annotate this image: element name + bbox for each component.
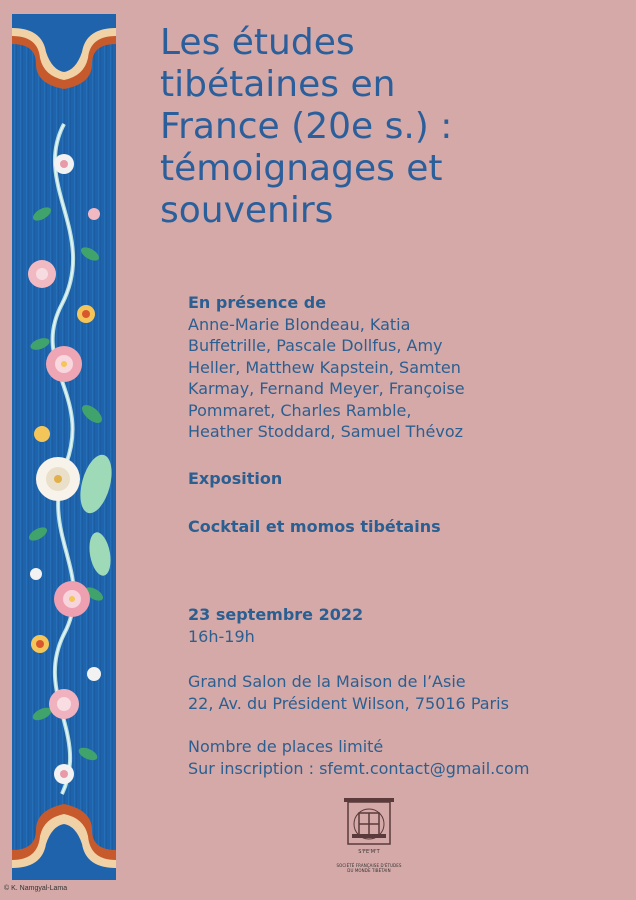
participants-heading: En présence de: [188, 293, 327, 312]
participants-line: Karmay, Fernand Meyer, Françoise: [188, 379, 465, 398]
sfemt-logo: [334, 796, 404, 873]
participants-line: Anne-Marie Blondeau, Katia: [188, 314, 411, 334]
event-title: [160, 22, 630, 232]
photo-credit: © K. Namgyal-Lama: [4, 885, 68, 892]
title-line: France (20e s.) :: [160, 106, 453, 147]
title-line: témoignages et: [160, 148, 443, 189]
date-time-section: [188, 604, 628, 647]
places-limited: Nombre de places limité: [188, 737, 384, 756]
logo-line-1: SOCIÉTÉ FRANÇAISE D'ÉTUDES: [336, 863, 402, 868]
venue-section: [188, 671, 628, 714]
event-date: 23 septembre 2022: [188, 605, 364, 624]
venue-name: Grand Salon de la Maison de l’Asie: [188, 672, 466, 691]
participants-line: Heller, Matthew Kapstein, Samten: [188, 357, 461, 377]
participants-line: Heather Stoddard, Samuel Thévoz: [188, 422, 464, 441]
logo-acronym: S'FE'M'T: [358, 849, 380, 855]
event-time: 16h-19h: [188, 626, 255, 646]
participants-line: Pommaret, Charles Ramble,: [188, 400, 412, 420]
exhibition-label: Exposition: [188, 469, 283, 488]
cocktail-label: Cocktail et momos tibétains: [188, 517, 441, 536]
decorative-painted-panel: [12, 14, 116, 880]
title-line: souvenirs: [160, 190, 334, 231]
venue-address: 22, Av. du Président Wilson, 75016 Paris: [188, 693, 509, 713]
registration-contact: Sur inscription : sfemt.contact@gmail.com: [188, 758, 530, 778]
logo-line-2: DU MONDE TIBÉTAIN: [347, 868, 391, 873]
registration-section: [188, 736, 628, 779]
title-line: tibétaines en: [160, 64, 396, 105]
floral-painting-image: [12, 14, 116, 880]
title-line: Les études: [160, 22, 355, 63]
participants-line: Buffetrille, Pascale Dollfus, Amy: [188, 336, 443, 355]
participants-section: [188, 292, 628, 443]
